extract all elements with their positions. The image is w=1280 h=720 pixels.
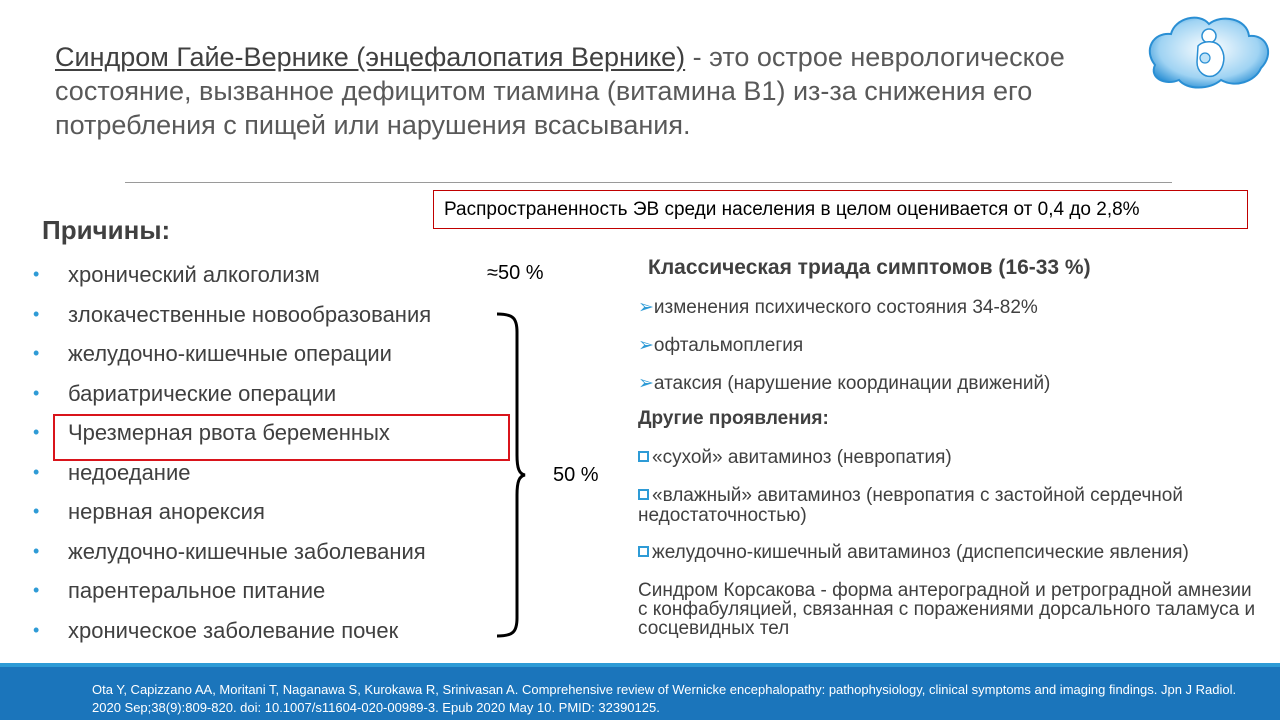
list-item [638, 486, 1258, 526]
bullet-icon: • [33, 540, 40, 561]
list-item [30, 255, 431, 295]
bullet-icon: • [33, 343, 40, 363]
definition-text: - это острое неврологическое состояние, вызванное дефицитом тиамина (витамина В1) из-за снижения его потребления с пищей или нарушения всасывания. [55, 42, 1065, 140]
definition-term: Синдром Гайе-Вернике (энцефалопатия Вернике) [55, 42, 686, 72]
highlight-box [53, 414, 510, 461]
bullet-icon: • [33, 580, 40, 600]
footer-accent-line [0, 663, 1280, 667]
list-item [30, 334, 431, 374]
checkbox-square-icon [638, 489, 649, 500]
bullet-icon: • [33, 619, 40, 640]
list-item [638, 372, 1050, 395]
list-item [30, 374, 431, 414]
list-item [638, 296, 1038, 319]
triad-text: офтальмоплегия [653, 335, 804, 356]
curly-brace-icon [495, 310, 535, 640]
other-text: «влажный» авитаминоз (невропатия с застойной сердечной недостаточностью) [638, 485, 1183, 526]
bullet-icon: • [33, 264, 40, 284]
other-text: «сухой» авитаминоз (невропатия) [652, 447, 952, 468]
cause-text: парентеральное питание [68, 578, 326, 603]
definition-paragraph [55, 40, 1115, 142]
brace-percent-label: 50 % [553, 464, 599, 486]
triad-title: Классическая триада симптомов (16-33 %) [648, 256, 1091, 279]
triad-text: атаксия (нарушение координации движений) [653, 373, 1051, 394]
checkbox-square-icon [638, 546, 649, 557]
list-item [30, 611, 431, 651]
bullet-icon: • [33, 303, 40, 324]
list-item [638, 448, 1258, 468]
arrow-icon: ➢ [638, 373, 654, 394]
list-item [638, 543, 1268, 563]
cause-text: хронический алкоголизм [68, 262, 320, 287]
other-text: желудочно-кишечный авитаминоз (диспепсические явления) [652, 542, 1189, 563]
arrow-icon: ➢ [638, 335, 654, 356]
cause-text: Чрезмерная рвота беременных [68, 420, 390, 445]
bullet-icon: • [33, 382, 40, 403]
list-item [30, 532, 431, 572]
bullet-icon: • [33, 501, 40, 521]
cause-text: желудочно-кишечные заболевания [68, 538, 426, 564]
citation: Ota Y, Capizzano AA, Moritani T, Naganawa S, Kurokawa R, Srinivasan A. Comprehensive review of Wernicke encephalopathy: pathophysiology, clinical symptoms and imaging findings. Jpn J Radiol. 2020 Sep;38(9):809-820. doi: 10.1007/s11604-020-00989-3. Epub 2020 May 10. PMID: 32390125. [92, 682, 1237, 715]
bullet-icon: • [33, 422, 40, 442]
approx-percent-label: ≈50 % [487, 262, 544, 284]
list-item [30, 492, 431, 532]
cause-text: хроническое заболевание почек [68, 617, 399, 643]
checkbox-square-icon [638, 451, 649, 462]
list-item [30, 571, 431, 611]
other-title: Другие проявления: [638, 408, 829, 429]
mother-child-logo [1143, 10, 1273, 92]
arrow-icon: ➢ [638, 297, 654, 318]
divider [125, 182, 1172, 183]
cause-text: желудочно-кишечные операции [68, 341, 392, 366]
cause-text: нервная анорексия [68, 499, 265, 524]
causes-title: Причины: [42, 215, 171, 245]
triad-text: изменения психического состояния 34-82% [653, 297, 1038, 318]
list-item [30, 295, 431, 335]
korsakov-text: Синдром Корсакова - форма антероградной и ретроградной амнезии с конфабуляцией, связанная с поражениями дорсального таламуса и сосцевидных тел [638, 580, 1256, 639]
prevalence-box: Распространенность ЭВ среди населения в целом оценивается от 0,4 до 2,8% [433, 190, 1248, 229]
list-item [638, 334, 803, 357]
bullet-icon: • [33, 461, 40, 482]
cause-text: бариатрические операции [68, 380, 337, 406]
cause-text: злокачественные новообразования [68, 301, 432, 327]
cause-text: недоедание [68, 459, 191, 485]
